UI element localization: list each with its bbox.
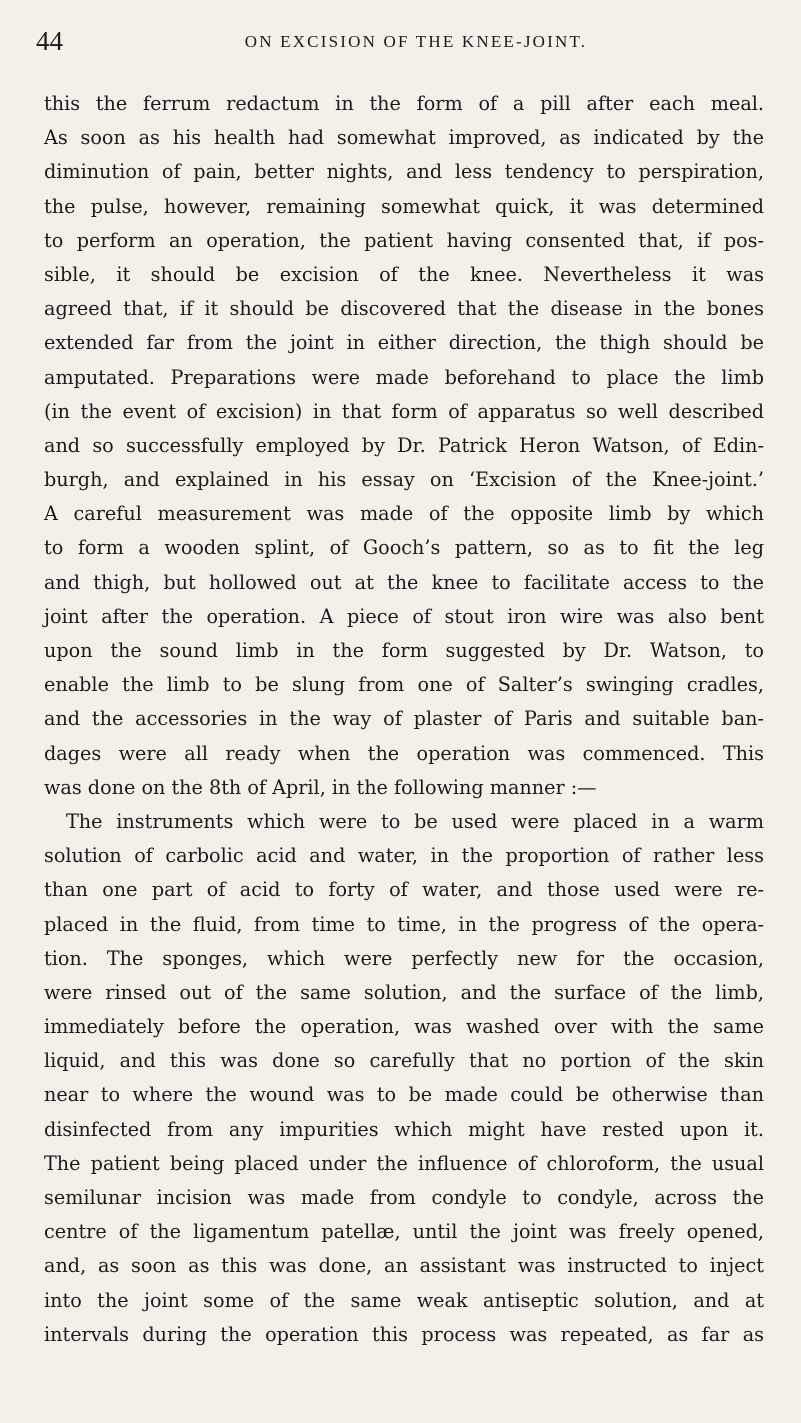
text-line: to perform an operation, the patient having consented that, if pos- — [44, 228, 764, 252]
text-line: burgh, and explained in his essay on ‘Excision of the Knee-joint.’ — [44, 468, 764, 492]
body-text — [44, 87, 764, 1352]
text-line: into the joint some of the same weak antiseptic solution, and at — [44, 1288, 764, 1312]
text-line: and so successfully employed by Dr. Patrick Heron Watson, of Edin- — [44, 433, 764, 457]
text-line: disinfected from any impurities which might have rested upon it. — [44, 1117, 764, 1141]
text-line: this the ferrum redactum in the form of a pill after each meal. — [44, 92, 764, 115]
text-line: were rinsed out of the same solution, and the surface of the limb, — [44, 980, 764, 1004]
text-line: and, as soon as this was done, an assistant was instructed to inject — [44, 1254, 764, 1278]
text-line: sible, it should be excision of the knee. Nevertheless it was — [44, 262, 764, 286]
text-line: the pulse, however, remaining somewhat quick, it was determined — [44, 194, 764, 218]
text-line: placed in the fluid, from time to time, in the progress of the opera- — [44, 912, 764, 936]
text-line: intervals during the operation this process was repeated, as far as — [44, 1322, 764, 1346]
text-line: immediately before the operation, was washed over with the same — [44, 1015, 764, 1039]
text-line: The patient being placed under the influence of chloroform, the usual — [44, 1151, 764, 1175]
text-line: diminution of pain, better nights, and less tendency to perspiration, — [44, 160, 764, 184]
text-line: solution of carbolic acid and water, in the proportion of rather less — [44, 844, 764, 868]
text-line: extended far from the joint in either direction, the thigh should be — [44, 331, 764, 355]
text-line: tion. The sponges, which were perfectly new for the occasion, — [44, 946, 764, 970]
text-line: As soon as his health had somewhat improved, as indicated by the — [44, 126, 764, 150]
text-line: near to where the wound was to be made could be otherwise than — [44, 1083, 764, 1107]
text-line: and the accessories in the way of plaster of Paris and suitable ban- — [44, 707, 764, 731]
text-line: was done on the 8th of April, in the following manner :— — [44, 775, 597, 799]
text-line: semilunar incision was made from condyle to condyle, across the — [44, 1186, 764, 1209]
text-line: A careful measurement was made of the opposite limb by which — [44, 502, 764, 526]
page-number: 44 — [36, 26, 63, 56]
text-line: and thigh, but hollowed out at the knee to facilitate access to the — [44, 570, 764, 594]
text-line: dages were all ready when the operation was commenced. This — [44, 741, 764, 765]
text-line: to form a wooden splint, of Gooch’s pattern, so as to fit the leg — [44, 536, 764, 560]
text-line: amputated. Preparations were made beforehand to place the limb — [44, 365, 764, 389]
text-line: upon the sound limb in the form suggested by Dr. Watson, to — [44, 639, 764, 662]
text-line: enable the limb to be slung from one of Salter’s swinging cradles, — [44, 673, 764, 697]
text-line: liquid, and this was done so carefully that no portion of the skin — [44, 1049, 764, 1073]
running-head — [36, 26, 766, 56]
running-title: ON EXCISION OF THE KNEE-JOINT. — [244, 32, 588, 51]
text-line: joint after the operation. A piece of stout iron wire was also bent — [44, 604, 764, 628]
text-line: (in the event of excision) in that form of apparatus so well described — [44, 399, 764, 423]
text-line: than one part of acid to forty of water, and those used were re- — [44, 878, 764, 902]
text-line: agreed that, if it should be discovered that the disease in the bones — [44, 297, 764, 321]
text-line: The instruments which were to be used were placed in a warm — [66, 809, 764, 833]
text-line: centre of the ligamentum patellæ, until the joint was freely opened, — [44, 1220, 764, 1244]
